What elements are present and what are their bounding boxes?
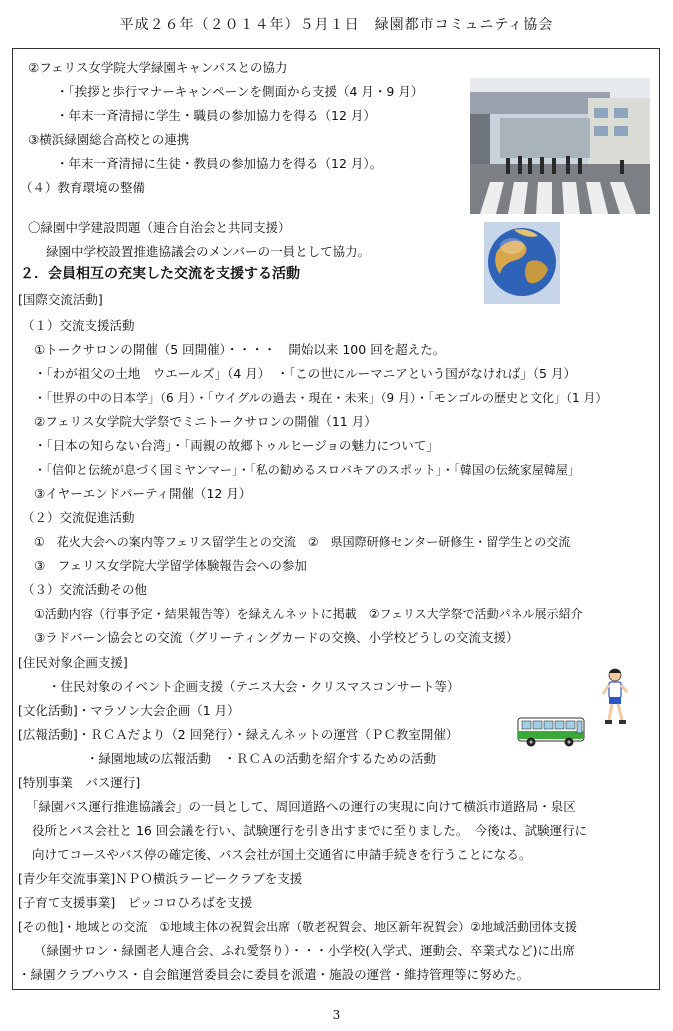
page-number: 3	[332, 1008, 341, 1022]
text-line: ②フェリス女学院大学祭でミニトークサロンの開催（11 月）	[34, 414, 377, 429]
text-line: ②フェリス女学院大学緑園キャンパスとの協力	[28, 60, 288, 75]
text-line: ①トークサロンの開催（5 回開催）・・・・ 開始以来 100 回を超えた。	[34, 342, 446, 357]
text-line: ③ラドバーン協会との交流（グリーティングカードの交換、小学校どうしの交流支援）	[34, 630, 519, 645]
text-line: ・「挨拶と歩行マナーキャンペーンを側面から支援（4 月・9 月）	[56, 84, 424, 99]
text-line: ③ フェリス女学院大学留学体験報告会への参加	[34, 558, 307, 573]
text-line: （４）教育環境の整備	[20, 180, 146, 195]
text-line: 「緑園バス運行推進協議会」の一員として、周回道路への運行の実現に向けて横浜市道路局・泉区	[26, 799, 576, 814]
text-line: 緑園中学校設置推進協議会のメンバーの一員として協力。	[46, 244, 371, 259]
text-line: （３）交流活動その他	[22, 582, 148, 597]
text-line: ・年末一斉清掃に学生・職員の参加協力を得る（12 月）	[56, 108, 376, 123]
text-line: （緑園サロン・緑園老人連合会、ふれ愛祭り）・・・小学校(入学式、運動会、卒業式など)に出席	[34, 943, 576, 958]
text-line: 役所とバス会社と 16 回会議を行い、試験運行を引き出すまでに至りました。 今後は、試験運行に	[32, 823, 588, 838]
text-line: ・緑園地域の広報活動 ・ＲＣＡの活動を紹介するための活動	[86, 751, 437, 766]
text-line: [特別事業 バス運行]	[18, 775, 141, 790]
text-line: ・住民対象のイベント企画支援（テニス大会・クリスマスコンサート等）	[48, 679, 460, 694]
text-line: [住民対象企画支援]	[18, 655, 128, 670]
text-line: [青少年交流事業]ＮＰＯ横浜ラービークラブを支援	[18, 871, 303, 886]
text-line: ・「世界の中の日本学」（6 月）・「ウイグルの過去・現在・未来」（9 月）・「モンゴルの歴史と文化」（1 月）	[34, 391, 608, 405]
text-line: （２）交流促進活動	[22, 510, 135, 525]
text-line: （１）交流支援活動	[22, 318, 135, 333]
text-line: ① 花火大会への案内等フェリス留学生との交流 ② 県国際研修センター研修生・留学生との交流	[34, 535, 571, 549]
text-line: ・「わが祖父の土地 ウエールズ」（4 月） ・「この世にルーマニアという国がなければ」（5 月）	[34, 366, 576, 381]
text-line: ③イヤーエンドパーティ開催（12 月）	[34, 486, 252, 501]
text-line: ①活動内容（行事予定・結果報告等）を緑えんネットに掲載 ②フェリス大学祭で活動パネル展示紹介	[34, 607, 583, 621]
text-line: ・「信仰と伝統が息づく国ミヤンマー」・「私の勧めるスロバキアのスポット」・「韓国の伝統家屋韓屋」	[34, 463, 580, 477]
section-heading: ２．会員相互の充実した交流を支援する活動	[20, 266, 300, 282]
bus-illustration	[517, 716, 587, 748]
globe-image	[484, 222, 560, 304]
text-line: ・「日本の知らない台湾」・「両親の故郷トゥルヒージョの魅力について」	[34, 438, 439, 453]
text-line: ③横浜緑園総合高校との連携	[28, 132, 190, 147]
text-line: ・緑園クラブハウス・自会館運営委員会に委員を派遣・施設の運営・維持管理等に努めた。	[18, 967, 530, 982]
text-line: [子育て支援事業] ピッコロひろばを支援	[18, 895, 253, 910]
text-line: [広報活動]・ＲＣＡだより（2 回発行）・緑えんネットの運営（ＰＣ教室開催）	[18, 727, 459, 742]
street-crosswalk-photo	[470, 78, 650, 214]
text-line: [国際交流活動]	[18, 292, 103, 307]
text-line: 〇緑園中学建設問題（連合自治会と共同支援）	[28, 220, 291, 235]
text-line: ・年末一斉清掃に生徒・教員の参加協力を得る（12 月）。	[56, 156, 383, 171]
text-line: [文化活動]・マラソン大会企画（1 月）	[18, 703, 240, 718]
text-line: [その他]・地域との交流 ①地域主体の祝賀会出席（敬老祝賀会、地区新年祝賀会）②地域活動団体支援	[18, 920, 577, 934]
page-header: 平成２６年（２０１４年）５月１日 緑園都市コミュニティ協会	[119, 17, 554, 33]
runner-illustration	[600, 668, 630, 726]
text-line: 向けてコースやバス停の確定後、バス会社が国土交通省に申請手続きを行うことになる。	[32, 847, 532, 862]
